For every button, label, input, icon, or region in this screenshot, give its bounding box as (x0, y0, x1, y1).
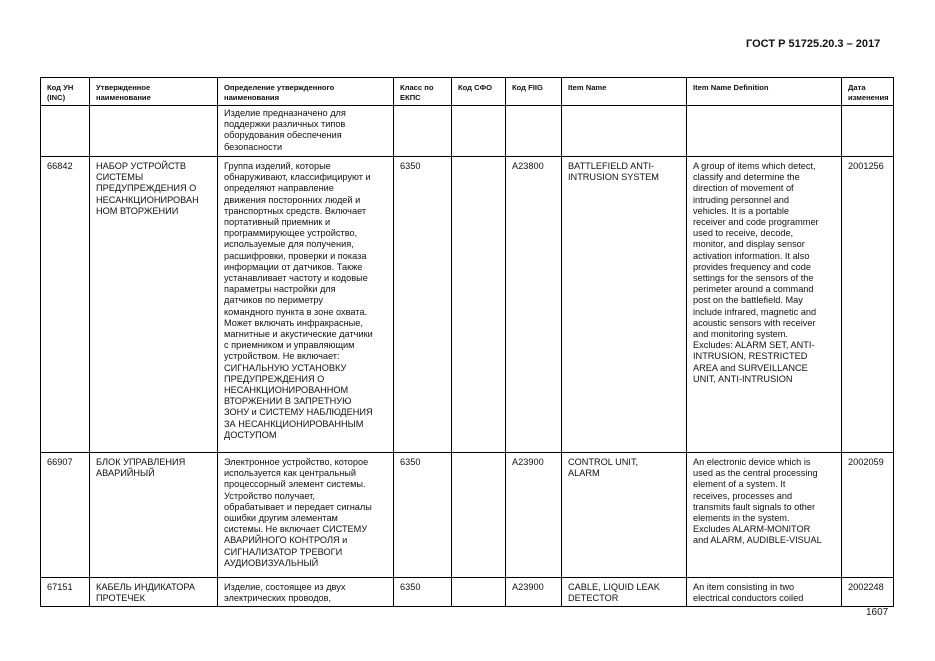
column-header-ekps-class: Класс по ЕКПС (394, 78, 452, 106)
cell-definition: Изделие предназначено для поддержки различных типов оборудования обеспечения безопасности (218, 106, 394, 157)
cell-change-date (842, 106, 894, 157)
cell-item-name (562, 106, 687, 157)
cell-definition: Электронное устройство, которое используется как центральный процессорный элемент системы. Устройство получает, обрабатывает и передает сигналы ошибки другим элементам системы. Не включает СИСТЕМУ АВАРИЙНОГО КОНТРОЛЯ и СИГНАЛИЗАТОР ТРЕВОГИ АУДИОВИЗУАЛЬНЫЙ (218, 453, 394, 578)
table-row (41, 578, 894, 607)
cell-ekps-class: 6350 (394, 453, 452, 578)
cell-inc: 66907 (41, 453, 90, 578)
cell-change-date: 2001256 (842, 157, 894, 453)
table-row (41, 157, 894, 453)
cell-change-date: 2002248 (842, 578, 894, 607)
cell-ekps-class (394, 106, 452, 157)
cell-ekps-class: 6350 (394, 578, 452, 607)
cell-sfo-code (452, 578, 506, 607)
cell-fiig-code: A23900 (506, 453, 562, 578)
table-row (41, 106, 894, 157)
cell-sfo-code (452, 106, 506, 157)
cell-item-name-definition: A group of items which detect, classify and determine the direction of movement of intruding personnel and vehicles. It is a portable receiver and code programmer used to receive, decode, monitor, and display sensor activation information. It also provides frequency and code settings for the sensors of the perimeter around a command post on the battlefield. May include infrared, magnetic and acoustic sensors with receiver and monitoring system. Excludes: ALARM SET, ANTI- INTRUSION, RESTRICTED AREA and SURVEILLANCE UNIT, ANTI-INTRUSION (687, 157, 842, 453)
cell-item-name: CABLE, LIQUID LEAK DETECTOR (562, 578, 687, 607)
column-header-sfo-code: Код СФО (452, 78, 506, 106)
cell-sfo-code (452, 453, 506, 578)
cell-fiig-code: A23900 (506, 578, 562, 607)
cell-item-name-definition (687, 106, 842, 157)
column-header-item-name-definition: Item Name Definition (687, 78, 842, 106)
cell-definition: Группа изделий, которые обнаруживают, классифицируют и определяют направление движения посторонних людей и транспортных средств. Включает портативный приемник и программирующее устройство, используемые для получения, расшифровки, проверки и показа информации от датчиков. Также устанавливает частоту и кодовые параметры настройки для датчиков по периметру командного пункта в зоне охвата. Может включать инфракрасные, магнитные и акустические датчики с приемником и управляющим устройством. Не включает: СИГНАЛЬНУЮ УСТАНОВКУ ПРЕДУПРЕЖДЕНИЯ О НЕСАНКЦИОНИРОВАННОМ ВТОРЖЕНИИ В ЗАПРЕТНУЮ ЗОНУ и СИСТЕМУ НАБЛЮДЕНИЯ ЗА НЕСАНКЦИОНИРОВАННЫМ ДОСТУПОМ (218, 157, 394, 453)
column-header-approved-name: Утвержденное наименование (90, 78, 218, 106)
page-number: 1607 (866, 607, 889, 618)
cell-sfo-code (452, 157, 506, 453)
column-header-change-date: Дата изменения (842, 78, 894, 106)
cell-fiig-code (506, 106, 562, 157)
cell-ekps-class: 6350 (394, 157, 452, 453)
cell-item-name-definition: An item consisting in two electrical conductors coiled (687, 578, 842, 607)
cell-inc (41, 106, 90, 157)
cell-definition: Изделие, состоящее из двух электрических проводов, (218, 578, 394, 607)
cell-fiig-code: A23800 (506, 157, 562, 453)
cell-inc: 67151 (41, 578, 90, 607)
cell-approved-name (90, 106, 218, 157)
column-header-inc: Код УН (INC) (41, 78, 90, 106)
cell-item-name-definition: An electronic device which is used as the central processing element of a system. It receives, processes and transmits fault signals to other elements in the system. Excludes ALARM-MONITOR and ALARM, AUDIBLE-VISUAL (687, 453, 842, 578)
column-header-definition: Определение утвержденного наименования (218, 78, 394, 106)
table-row (41, 453, 894, 578)
cell-item-name: BATTLEFIELD ANTI- INTRUSION SYSTEM (562, 157, 687, 453)
column-header-fiig-code: Код FIIG (506, 78, 562, 106)
cell-approved-name: БЛОК УПРАВЛЕНИЯ АВАРИЙНЫЙ (90, 453, 218, 578)
cell-approved-name: КАБЕЛЬ ИНДИКАТОРА ПРОТЕЧЕК (90, 578, 218, 607)
cell-item-name: CONTROL UNIT, ALARM (562, 453, 687, 578)
cell-inc: 66842 (41, 157, 90, 453)
table-header-row (41, 78, 894, 106)
document-standard-header: ГОСТ Р 51725.20.3 – 2017 (746, 38, 881, 50)
nomenclature-table (40, 77, 894, 607)
cell-change-date: 2002059 (842, 453, 894, 578)
cell-approved-name: НАБОР УСТРОЙСТВ СИСТЕМЫ ПРЕДУПРЕЖДЕНИЯ О НЕСАНКЦИОНИРОВАН НОМ ВТОРЖЕНИИ (90, 157, 218, 453)
column-header-item-name: Item Name (562, 78, 687, 106)
